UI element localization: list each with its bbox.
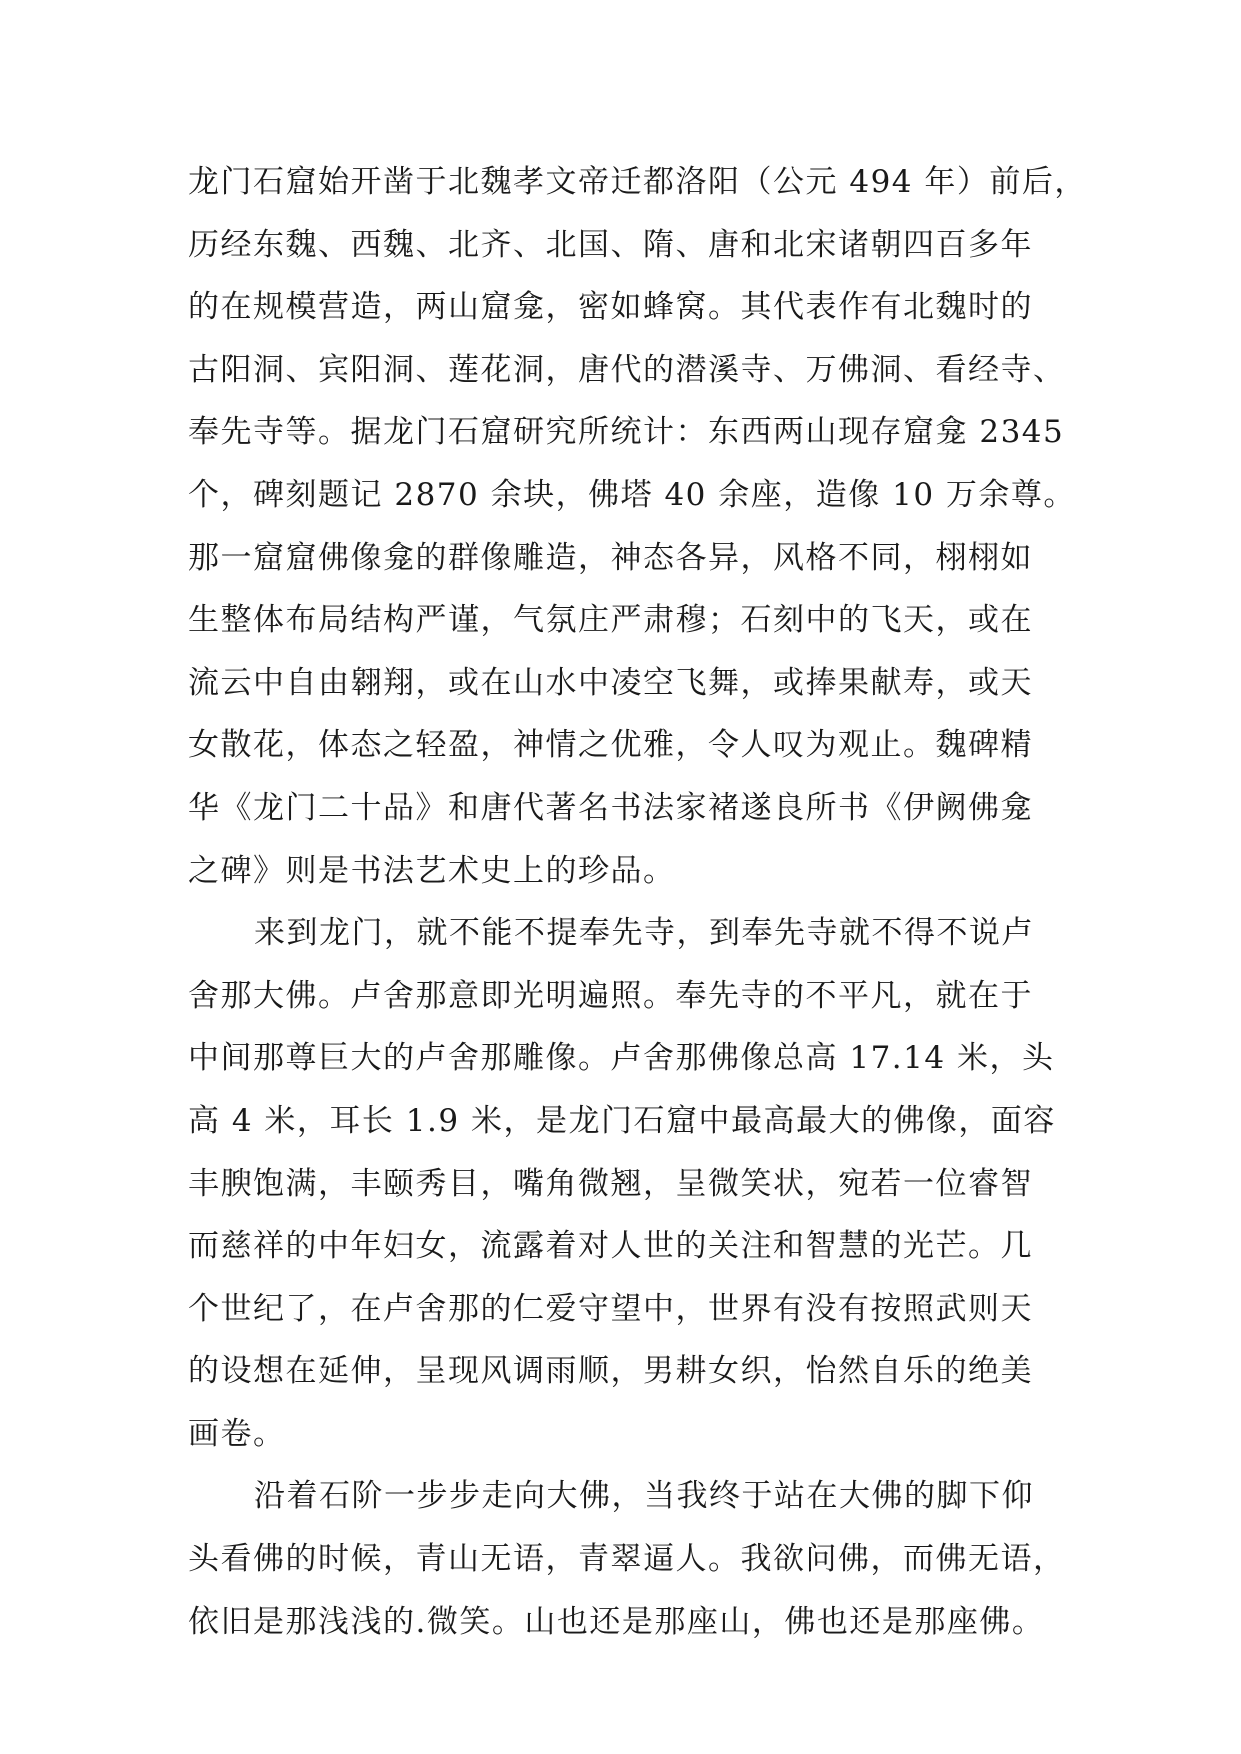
text-line: 龙门石窟始开凿于北魏孝文帝迁都洛阳（公元 494 年）前后， bbox=[188, 164, 1087, 200]
text-line: 生整体布局结构严谨，气氛庄严肃穆；石刻中的飞天，或在 bbox=[188, 602, 1033, 639]
text-line: 华《龙门二十品》和唐代著名书法家褚遂良所书《伊阙佛龛 bbox=[188, 789, 1033, 826]
text-line: 女散花，体态之轻盈，神情之优雅，令人叹为观止。魏碑精 bbox=[188, 727, 1033, 764]
text-line: 个世纪了，在卢舍那的仁爱守望中，世界有没有按照武则天 bbox=[188, 1290, 1033, 1327]
text-line: 流云中自由翱翔，或在山水中凌空飞舞，或捧果献寿，或天 bbox=[188, 664, 1033, 701]
paragraph-first-line: 沿着石阶一步步走向大佛，当我终于站在大佛的脚下仰 bbox=[254, 1478, 1034, 1515]
text-line: 丰腴饱满，丰颐秀目，嘴角微翘，呈微笑状，宛若一位睿智 bbox=[188, 1165, 1033, 1202]
text-line: 头看佛的时候，青山无语，青翠逼人。我欲问佛，而佛无语， bbox=[188, 1541, 1066, 1578]
paragraph-first-line: 来到龙门，就不能不提奉先寺，到奉先寺就不得不说卢 bbox=[254, 915, 1034, 952]
text-line: 之碑》则是书法艺术史上的珍品。 bbox=[188, 852, 676, 889]
text-line: 的在规模营造，两山窟龛，密如蜂窝。其代表作有北魏时的 bbox=[188, 289, 1033, 326]
text-line: 那一窟窟佛像龛的群像雕造，神态各异，风格不同，栩栩如 bbox=[188, 539, 1033, 576]
text-line: 中间那尊巨大的卢舍那雕像。卢舍那佛像总高 17.14 米，头 bbox=[188, 1040, 1055, 1077]
text-line: 奉先寺等。据龙门石窟研究所统计：东西两山现存窟龛 2345 bbox=[188, 414, 1065, 451]
text-line: 画卷。 bbox=[188, 1415, 286, 1452]
text-line: 历经东魏、西魏、北齐、北国、隋、唐和北宋诸朝四百多年 bbox=[188, 226, 1033, 263]
text-line: 依旧是那浅浅的.微笑。山也还是那座山，佛也还是那座佛。 bbox=[188, 1603, 1045, 1640]
text-line: 古阳洞、宾阳洞、莲花洞，唐代的潜溪寺、万佛洞、看经寺、 bbox=[188, 351, 1066, 388]
text-line: 而慈祥的中年妇女，流露着对人世的关注和智慧的光芒。几 bbox=[188, 1228, 1033, 1265]
text-line: 高 4 米，耳长 1.9 米，是龙门石窟中最高最大的佛像，面容 bbox=[188, 1102, 1056, 1139]
article-body bbox=[188, 151, 1087, 1653]
text-line: 的设想在延伸，呈现风调雨顺，男耕女织，怡然自乐的绝美 bbox=[188, 1353, 1033, 1390]
text-line: 舍那大佛。卢舍那意即光明遍照。奉先寺的不平凡，就在于 bbox=[188, 977, 1033, 1014]
text-line: 个，碑刻题记 2870 余块，佛塔 40 余座，造像 10 万余尊。 bbox=[188, 476, 1076, 513]
